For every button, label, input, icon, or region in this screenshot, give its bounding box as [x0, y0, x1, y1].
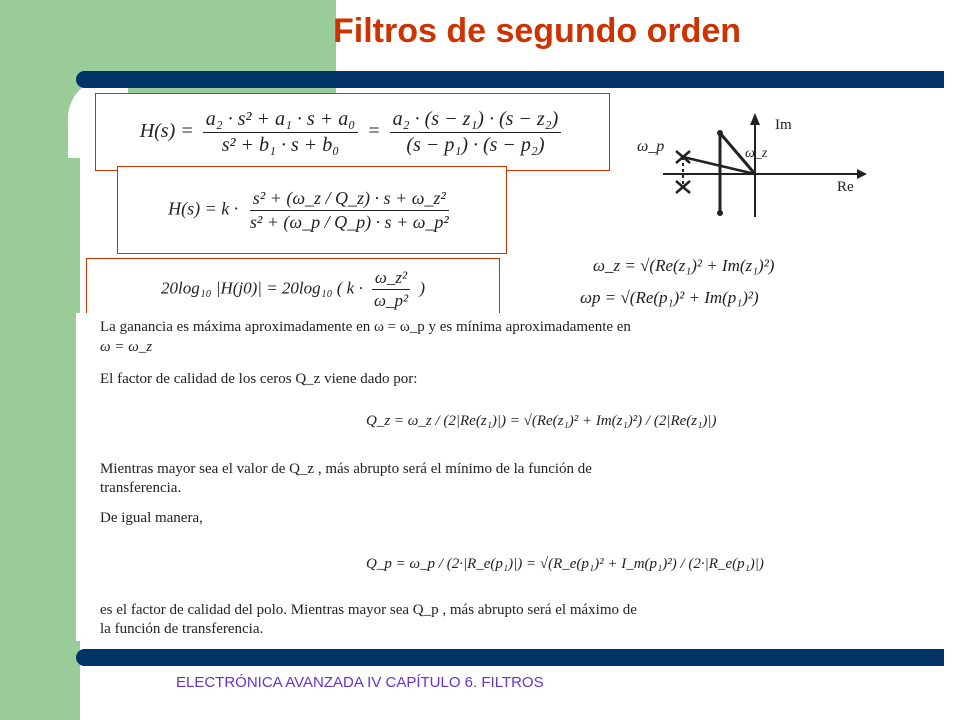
qp-text-line1: es el factor de calidad del polo. Mientras mayor sea Q_p , más abrupto será el máximo de — [100, 602, 637, 618]
dc-gain-eq: 20log₁₀ |H(j0)| = 20log₁₀ ( k · $\frac{\text{ω\_z²}}{\text{ω\_p²}}$ ) — [161, 267, 425, 310]
eq1-num1: a₂ · s² + a₁ · s + a₀ — [203, 108, 358, 133]
zero-quality-intro: El factor de calidad de los ceros Q_z viene dado por: — [100, 371, 418, 387]
normalized-tf-box — [117, 166, 507, 254]
eq3-lhs: 20log₁₀ |H(j0)| = 20log₁₀ — [161, 277, 333, 297]
gain-text-line2: ω = ω_z — [100, 339, 153, 355]
qp-equation: Q_p = ω_p / (2·|R_e(p₁)|) = √(R_e(p₁)² + I_m(p₁)²) / (2·|R_e(p₁)|) — [366, 556, 764, 572]
transfer-function-eq — [140, 108, 566, 157]
likewise-text: De igual manera, — [100, 510, 203, 526]
zero-bottom-marker — [717, 210, 723, 216]
slide-title: Filtros de segundo orden — [333, 12, 742, 50]
top-divider-bar — [76, 71, 944, 88]
re-label: Re — [837, 179, 854, 195]
transfer-function-box — [95, 93, 610, 171]
gain-text-line1: La ganancia es máxima aproximadamente en ω = ω_p y es mínima aproximadamente en — [100, 319, 631, 335]
pole-zero-diagram — [625, 105, 870, 230]
qz-text-line2: transferencia. — [100, 480, 182, 496]
eq2-num: s² + (ω_z / Q_z) · s + ω_z² — [250, 188, 449, 211]
footer-caption: ELECTRÓNICA AVANZADA IV CAPÍTULO 6. FILTROS — [176, 674, 544, 691]
explanation-block — [76, 313, 934, 641]
eq2-lhs: H(s) = k · — [168, 198, 239, 219]
bottom-divider-bar — [76, 649, 944, 666]
eq2-den: s² + (ω_p / Q_p) · s + ω_p² — [249, 211, 449, 232]
im-axis-arrow — [750, 113, 760, 125]
dc-gain-box — [86, 258, 500, 320]
eq3-num: ω_z² — [372, 268, 410, 290]
qz-text-line1: Mientras mayor sea el valor de Q_z , más abrupto será el mínimo de la función de — [100, 461, 592, 477]
omega-p-definition: ωp = √(Re(p₁)² + Im(p₁)²) — [580, 288, 759, 307]
eq3-arg: k · — [346, 277, 363, 297]
qz-equation: Q_z = ω_z / (2|Re(z₁)|) = √(Re(z₁)² + Im(z₁)²) / (2|Re(z₁)|) — [366, 413, 717, 429]
eq1-num2: a₂ · (s − z₁) · (s − z₂) — [390, 108, 562, 133]
omega-z-definition: ω_z = √(Re(z₁)² + Im(z₁)²) — [593, 256, 775, 275]
zero-top-marker — [717, 130, 723, 136]
left-green-band — [0, 0, 80, 720]
eq1-den2: (s − p₁) · (s − p₂) — [406, 133, 545, 156]
re-axis-arrow — [857, 169, 867, 179]
eq1-den1: s² + b₁ · s + b₀ — [221, 133, 340, 156]
qp-text-line2: la función de transferencia. — [100, 621, 264, 637]
eq1-lhs: H(s) = — [139, 119, 194, 142]
im-label: Im — [775, 117, 792, 133]
eq3-den: ω_p² — [373, 290, 409, 310]
wp-label: ω_p — [637, 138, 665, 155]
normalized-tf-eq — [168, 188, 456, 233]
wz-label: ω_z — [745, 146, 768, 161]
eq1-equals: = — [367, 119, 381, 142]
